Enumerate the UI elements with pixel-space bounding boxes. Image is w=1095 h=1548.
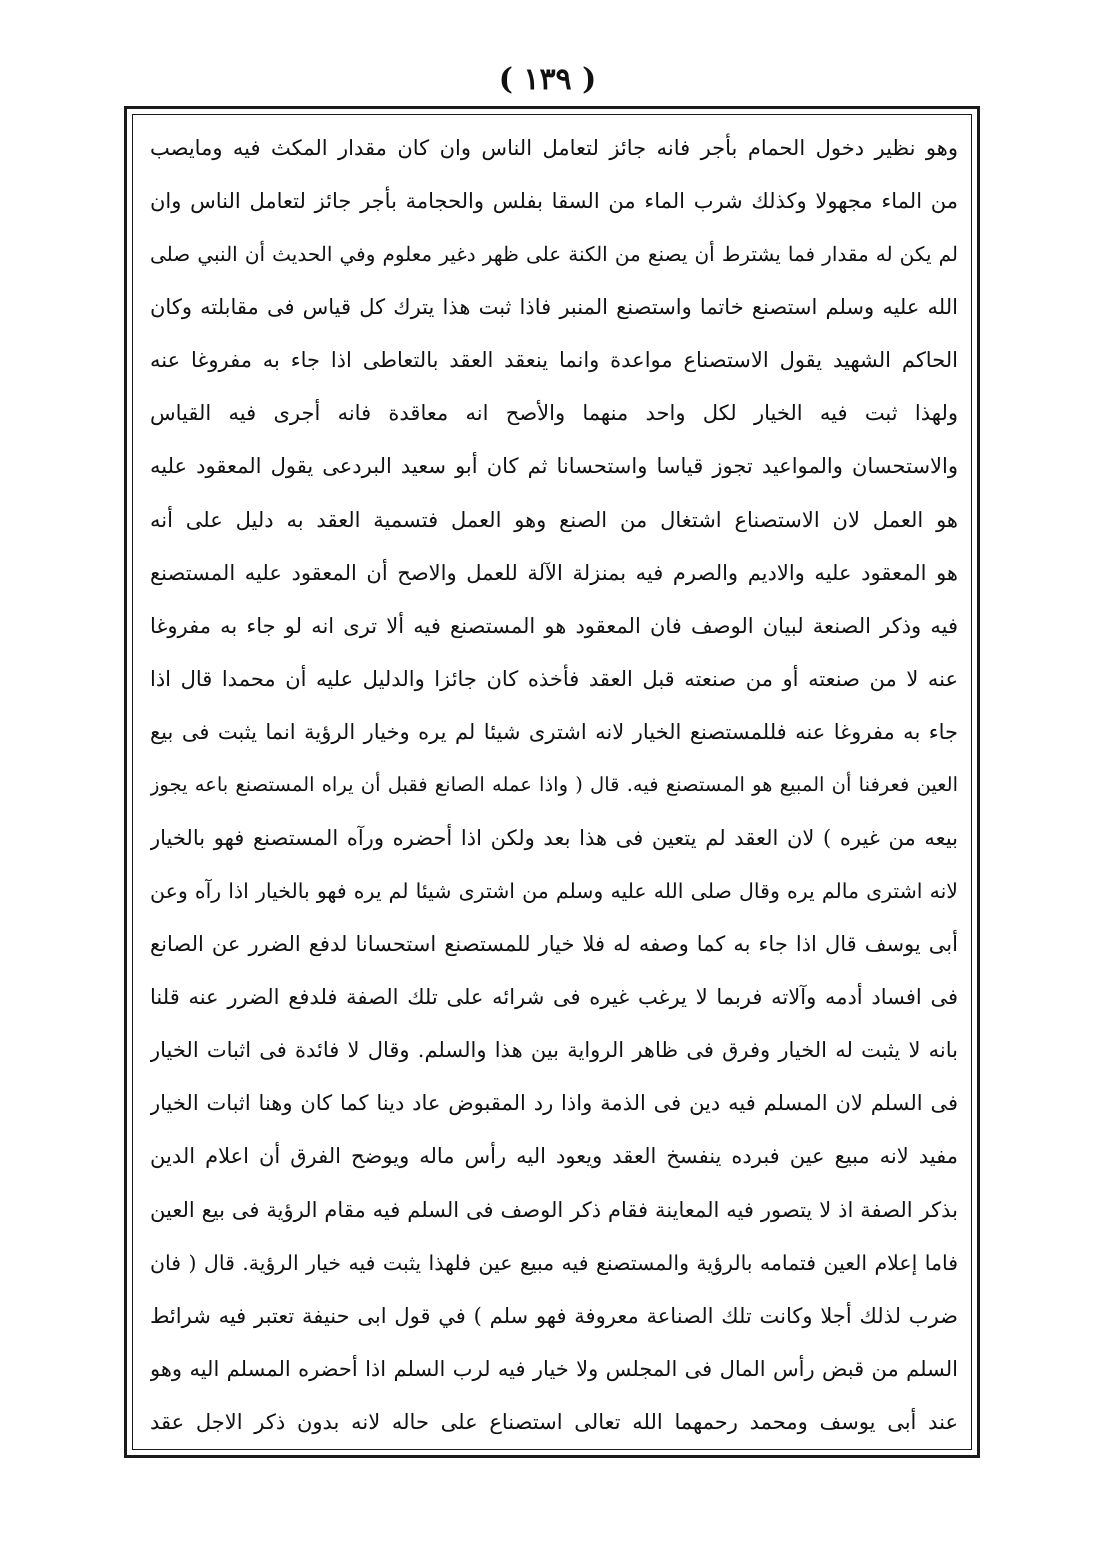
text-line: فيه وذكر الصنعة لبيان الوصف فان المعقود هو المستصنع فيه ألا ترى انه لو جاء به مفروغا [150,613,958,638]
text-line: عنه لا من صنعته أو من صنعته قبل العقد فأخذه كان جائزا والدليل عليه أن محمدا قال اذا [150,666,958,691]
text-block [150,126,958,1444]
page-number: ( ١٣٩ ) [498,62,597,97]
text-line: جاء به مفروغا عنه فللمستصنع الخيار لانه اشترى شيئا لم يره وخيار الرؤية انما يثبت فى بيع [150,719,958,744]
text-line: عند أبى يوسف ومحمد رحمهما الله تعالى استصناع على حاله لانه بدون ذكر الاجل عقد [150,1409,958,1434]
text-line: بذكر الصفة اذ لا يتصور فيه المعاينة فقام ذكر الوصف فى السلم فيه مقام الرؤية فى بيع العين [150,1197,958,1222]
text-line: الحاكم الشهيد يقول الاستصناع مواعدة وانما ينعقد العقد بالتعاطى اذا جاء به مفروغا عنه [150,348,958,373]
text-line: فى افساد أدمه وآلاته فربما لا يرغب غيره فى شرائه على تلك الصفة فلدفع الضرر عنه قلنا [150,985,958,1010]
text-line: فى السلم لان المسلم فيه دين فى الذمة واذا رد المقبوض عاد دينا كما كان وهنا اثبات الخيار [150,1091,958,1116]
text-line: لم يكن له مقدار فما يشترط أن يصنع من الكنة على ظهر دغير معلوم وفي الحديث أن النبي صلى [150,242,958,267]
text-line: العين فعرفنا أن المبيع هو المستصنع فيه. قال ( واذا عمله الصانع فقبل أن يراه المستصنع باعه يجوز [150,772,958,796]
text-line: لانه اشترى مالم يره وقال صلى الله عليه وسلم من اشترى شيئا لم يره فهو بالخيار اذا رآه وعن [150,879,958,904]
text-line: ولهذا ثبت فيه الخيار لكل واحد منهما والأصح انه معاقدة فانه أجرى فيه القياس [150,401,958,426]
text-line: فاما إعلام العين فتمامه بالرؤية والمستصنع فيه مبيع عين فلهذا يثبت فيه خيار الرؤية. قال ( فان [150,1250,958,1275]
text-line: وهو نظير دخول الحمام بأجر فانه جائز لتعامل الناس وان كان مقدار المكث فيه ومايصب [150,136,958,160]
text-line: هو العمل لان الاستصناع اشتغال من الصنع وهو العمل فتسمية العقد به دليل على أنه [150,507,958,532]
text-line: هو المعقود عليه والاديم والصرم فيه بمنزلة الآلة للعمل والاصح أن المعقود عليه المستصنع [150,560,958,585]
text-line: مفيد لانه مبيع عين فبرده ينفسخ العقد ويعود اليه رأس ماله ويوضح الفرق أن اعلام الدين [150,1144,958,1169]
text-line: والاستحسان والمواعيد تجوز قياسا واستحسانا ثم كان أبو سعيد البردعى يقول المعقود عليه [150,454,958,479]
text-line: بانه لا يثبت له الخيار وفرق فى ظاهر الرواية بين هذا والسلم. وقال لا فائدة فى اثبات الخيار [150,1038,958,1063]
text-line: ضرب لذلك أجلا وكانت تلك الصناعة معروفة فهو سلم ) في قول ابى حنيفة تعتبر فيه شرائط [150,1303,958,1328]
text-line: بيعه من غيره ) لان العقد لم يتعين فى هذا بعد ولكن اذا أحضره ورآه المستصنع فهو بالخيار [150,826,958,851]
text-line: السلم من قبض رأس المال فى المجلس ولا خيار فيه لرب السلم اذا أحضره المسلم اليه وهو [150,1356,958,1381]
text-line: من الماء مجهولا وكذلك شرب الماء من السقا بفلس والحجامة بأجر جائز لتعامل الناس وان [150,189,958,214]
text-line: أبى يوسف قال اذا جاء به كما وصفه له فلا خيار للمستصنع استحسانا لدفع الضرر عن الصانع [150,932,958,957]
text-line: الله عليه وسلم استصنع خاتما واستصنع المنبر فاذا ثبت هذا يترك كل قياس فى مقابلته وكان [150,295,958,320]
